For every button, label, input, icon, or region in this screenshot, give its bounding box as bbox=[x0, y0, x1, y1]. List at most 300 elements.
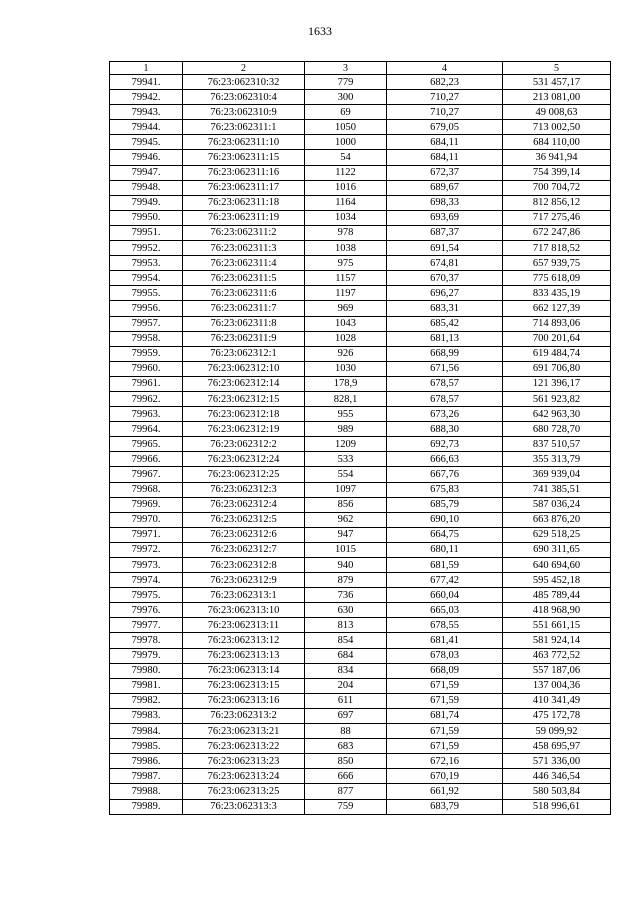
rate-cell: 678,57 bbox=[387, 376, 503, 391]
table-row bbox=[110, 799, 611, 814]
value-cell: 717 275,46 bbox=[503, 210, 611, 225]
cadastral-number-cell: 76:23:062312:3 bbox=[183, 482, 305, 497]
cadastral-number-cell: 76:23:062310:32 bbox=[183, 75, 305, 90]
cadastral-number-cell: 76:23:062310:9 bbox=[183, 105, 305, 120]
cadastral-number-cell: 76:23:062311:19 bbox=[183, 210, 305, 225]
cadastral-number-cell: 76:23:062313:13 bbox=[183, 648, 305, 663]
cadastral-number-cell: 76:23:062313:21 bbox=[183, 724, 305, 739]
table-row bbox=[110, 180, 611, 195]
cadastral-number-cell: 76:23:062312:24 bbox=[183, 452, 305, 467]
row-number-cell: 79965. bbox=[110, 437, 183, 452]
table-row bbox=[110, 346, 611, 361]
cadastral-number-cell: 76:23:062311:10 bbox=[183, 135, 305, 150]
row-number-cell: 79967. bbox=[110, 467, 183, 482]
row-number-cell: 79955. bbox=[110, 286, 183, 301]
cadastral-number-cell: 76:23:062312:14 bbox=[183, 376, 305, 391]
rate-cell: 710,27 bbox=[387, 90, 503, 105]
area-cell: 1016 bbox=[305, 180, 387, 195]
area-cell: 697 bbox=[305, 708, 387, 723]
rate-cell: 685,79 bbox=[387, 497, 503, 512]
table-row bbox=[110, 603, 611, 618]
value-cell: 657 939,75 bbox=[503, 256, 611, 271]
cadastral-number-cell: 76:23:062313:24 bbox=[183, 769, 305, 784]
table-row bbox=[110, 739, 611, 754]
cadastral-number-cell: 76:23:062313:25 bbox=[183, 784, 305, 799]
area-cell: 975 bbox=[305, 256, 387, 271]
rate-cell: 690,10 bbox=[387, 512, 503, 527]
table-row bbox=[110, 90, 611, 105]
row-number-cell: 79972. bbox=[110, 542, 183, 557]
area-cell: 300 bbox=[305, 90, 387, 105]
row-number-cell: 79959. bbox=[110, 346, 183, 361]
value-cell: 49 008,63 bbox=[503, 105, 611, 120]
rate-cell: 681,59 bbox=[387, 558, 503, 573]
cadastral-number-cell: 76:23:062312:8 bbox=[183, 558, 305, 573]
row-number-cell: 79979. bbox=[110, 648, 183, 663]
rate-cell: 679,05 bbox=[387, 120, 503, 135]
area-cell: 828,1 bbox=[305, 391, 387, 406]
cadastral-number-cell: 76:23:062312:25 bbox=[183, 467, 305, 482]
value-cell: 775 618,09 bbox=[503, 271, 611, 286]
row-number-cell: 79958. bbox=[110, 331, 183, 346]
row-number-cell: 79971. bbox=[110, 527, 183, 542]
value-cell: 36 941,94 bbox=[503, 150, 611, 165]
area-cell: 779 bbox=[305, 75, 387, 90]
area-cell: 1197 bbox=[305, 286, 387, 301]
table-row bbox=[110, 618, 611, 633]
rate-cell: 665,03 bbox=[387, 603, 503, 618]
rate-cell: 672,37 bbox=[387, 165, 503, 180]
rate-cell: 671,56 bbox=[387, 361, 503, 376]
cadastral-number-cell: 76:23:062312:4 bbox=[183, 497, 305, 512]
row-number-cell: 79973. bbox=[110, 558, 183, 573]
row-number-cell: 79963. bbox=[110, 407, 183, 422]
value-cell: 741 385,51 bbox=[503, 482, 611, 497]
table-row bbox=[110, 482, 611, 497]
column-header: 5 bbox=[503, 62, 611, 75]
cadastral-number-cell: 76:23:062313:3 bbox=[183, 799, 305, 814]
value-cell: 629 518,25 bbox=[503, 527, 611, 542]
row-number-cell: 79977. bbox=[110, 618, 183, 633]
rate-cell: 668,99 bbox=[387, 346, 503, 361]
cadastral-number-cell: 76:23:062313:14 bbox=[183, 663, 305, 678]
area-cell: 1038 bbox=[305, 241, 387, 256]
row-number-cell: 79948. bbox=[110, 180, 183, 195]
area-cell: 1164 bbox=[305, 195, 387, 210]
table-row bbox=[110, 467, 611, 482]
table-row bbox=[110, 225, 611, 240]
rate-cell: 661,92 bbox=[387, 784, 503, 799]
value-cell: 700 704,72 bbox=[503, 180, 611, 195]
rate-cell: 692,73 bbox=[387, 437, 503, 452]
table-row bbox=[110, 542, 611, 557]
table-row bbox=[110, 784, 611, 799]
column-header: 3 bbox=[305, 62, 387, 75]
value-cell: 518 996,61 bbox=[503, 799, 611, 814]
rate-cell: 670,37 bbox=[387, 271, 503, 286]
rate-cell: 680,11 bbox=[387, 542, 503, 557]
table-row bbox=[110, 437, 611, 452]
value-cell: 690 311,65 bbox=[503, 542, 611, 557]
row-number-cell: 79943. bbox=[110, 105, 183, 120]
area-cell: 611 bbox=[305, 693, 387, 708]
row-number-cell: 79975. bbox=[110, 588, 183, 603]
value-cell: 691 706,80 bbox=[503, 361, 611, 376]
value-cell: 833 435,19 bbox=[503, 286, 611, 301]
row-number-cell: 79949. bbox=[110, 195, 183, 210]
value-cell: 458 695,97 bbox=[503, 739, 611, 754]
value-cell: 717 818,52 bbox=[503, 241, 611, 256]
row-number-cell: 79980. bbox=[110, 663, 183, 678]
rate-cell: 677,42 bbox=[387, 573, 503, 588]
area-cell: 856 bbox=[305, 497, 387, 512]
table-row bbox=[110, 558, 611, 573]
table-row bbox=[110, 135, 611, 150]
row-number-cell: 79962. bbox=[110, 391, 183, 406]
rate-cell: 673,26 bbox=[387, 407, 503, 422]
area-cell: 813 bbox=[305, 618, 387, 633]
area-cell: 533 bbox=[305, 452, 387, 467]
value-cell: 213 081,00 bbox=[503, 90, 611, 105]
row-number-cell: 79960. bbox=[110, 361, 183, 376]
value-cell: 662 127,39 bbox=[503, 301, 611, 316]
cadastral-number-cell: 76:23:062312:2 bbox=[183, 437, 305, 452]
row-number-cell: 79966. bbox=[110, 452, 183, 467]
table-row bbox=[110, 452, 611, 467]
cadastral-number-cell: 76:23:062313:23 bbox=[183, 754, 305, 769]
cadastral-number-cell: 76:23:062311:17 bbox=[183, 180, 305, 195]
table-row bbox=[110, 361, 611, 376]
value-cell: 121 396,17 bbox=[503, 376, 611, 391]
cadastral-number-cell: 76:23:062313:15 bbox=[183, 678, 305, 693]
value-cell: 531 457,17 bbox=[503, 75, 611, 90]
row-number-cell: 79944. bbox=[110, 120, 183, 135]
cadastral-number-cell: 76:23:062311:6 bbox=[183, 286, 305, 301]
row-number-cell: 79976. bbox=[110, 603, 183, 618]
cadastral-number-cell: 76:23:062311:9 bbox=[183, 331, 305, 346]
table-row bbox=[110, 769, 611, 784]
cadastral-number-cell: 76:23:062310:4 bbox=[183, 90, 305, 105]
area-cell: 940 bbox=[305, 558, 387, 573]
area-cell: 204 bbox=[305, 678, 387, 693]
table-row bbox=[110, 633, 611, 648]
rate-cell: 691,54 bbox=[387, 241, 503, 256]
row-number-cell: 79985. bbox=[110, 739, 183, 754]
area-cell: 834 bbox=[305, 663, 387, 678]
rate-cell: 672,16 bbox=[387, 754, 503, 769]
cadastral-number-cell: 76:23:062313:11 bbox=[183, 618, 305, 633]
table-row bbox=[110, 497, 611, 512]
value-cell: 557 187,06 bbox=[503, 663, 611, 678]
rate-cell: 684,11 bbox=[387, 150, 503, 165]
value-cell: 587 036,24 bbox=[503, 497, 611, 512]
area-cell: 1157 bbox=[305, 271, 387, 286]
row-number-cell: 79957. bbox=[110, 316, 183, 331]
cadastral-number-cell: 76:23:062313:1 bbox=[183, 588, 305, 603]
table-row bbox=[110, 120, 611, 135]
value-cell: 680 728,70 bbox=[503, 422, 611, 437]
row-number-cell: 79942. bbox=[110, 90, 183, 105]
rate-cell: 682,23 bbox=[387, 75, 503, 90]
area-cell: 1034 bbox=[305, 210, 387, 225]
column-header: 1 bbox=[110, 62, 183, 75]
value-cell: 684 110,00 bbox=[503, 135, 611, 150]
table-row bbox=[110, 210, 611, 225]
row-number-cell: 79982. bbox=[110, 693, 183, 708]
rate-cell: 693,69 bbox=[387, 210, 503, 225]
rate-cell: 670,19 bbox=[387, 769, 503, 784]
table-row bbox=[110, 195, 611, 210]
value-cell: 642 963,30 bbox=[503, 407, 611, 422]
rate-cell: 668,09 bbox=[387, 663, 503, 678]
area-cell: 989 bbox=[305, 422, 387, 437]
table-row bbox=[110, 422, 611, 437]
area-cell: 947 bbox=[305, 527, 387, 542]
cadastral-number-cell: 76:23:062312:9 bbox=[183, 573, 305, 588]
table-row bbox=[110, 241, 611, 256]
row-number-cell: 79941. bbox=[110, 75, 183, 90]
value-cell: 700 201,64 bbox=[503, 331, 611, 346]
cadastral-number-cell: 76:23:062312:18 bbox=[183, 407, 305, 422]
table-row bbox=[110, 286, 611, 301]
cadastral-number-cell: 76:23:062312:5 bbox=[183, 512, 305, 527]
table-body bbox=[110, 62, 611, 815]
rate-cell: 684,11 bbox=[387, 135, 503, 150]
column-header: 4 bbox=[387, 62, 503, 75]
table-row bbox=[110, 407, 611, 422]
cadastral-number-cell: 76:23:062311:5 bbox=[183, 271, 305, 286]
value-cell: 561 923,82 bbox=[503, 391, 611, 406]
cadastral-number-cell: 76:23:062312:7 bbox=[183, 542, 305, 557]
table-row bbox=[110, 376, 611, 391]
area-cell: 1043 bbox=[305, 316, 387, 331]
value-cell: 595 452,18 bbox=[503, 573, 611, 588]
value-cell: 475 172,78 bbox=[503, 708, 611, 723]
row-number-cell: 79946. bbox=[110, 150, 183, 165]
cadastral-number-cell: 76:23:062312:19 bbox=[183, 422, 305, 437]
rate-cell: 671,59 bbox=[387, 693, 503, 708]
area-cell: 54 bbox=[305, 150, 387, 165]
cadastral-number-cell: 76:23:062311:7 bbox=[183, 301, 305, 316]
table-row bbox=[110, 271, 611, 286]
table-row bbox=[110, 256, 611, 271]
area-cell: 978 bbox=[305, 225, 387, 240]
rate-cell: 696,27 bbox=[387, 286, 503, 301]
table-row bbox=[110, 150, 611, 165]
area-cell: 1000 bbox=[305, 135, 387, 150]
value-cell: 137 004,36 bbox=[503, 678, 611, 693]
row-number-cell: 79954. bbox=[110, 271, 183, 286]
row-number-cell: 79986. bbox=[110, 754, 183, 769]
rate-cell: 687,37 bbox=[387, 225, 503, 240]
value-cell: 580 503,84 bbox=[503, 784, 611, 799]
cadastral-number-cell: 76:23:062313:16 bbox=[183, 693, 305, 708]
row-number-cell: 79974. bbox=[110, 573, 183, 588]
value-cell: 355 313,79 bbox=[503, 452, 611, 467]
rate-cell: 698,33 bbox=[387, 195, 503, 210]
area-cell: 1030 bbox=[305, 361, 387, 376]
row-number-cell: 79953. bbox=[110, 256, 183, 271]
row-number-cell: 79950. bbox=[110, 210, 183, 225]
area-cell: 969 bbox=[305, 301, 387, 316]
page-number: 1633 bbox=[308, 24, 332, 38]
value-cell: 663 876,20 bbox=[503, 512, 611, 527]
value-cell: 446 346,54 bbox=[503, 769, 611, 784]
cadastral-number-cell: 76:23:062312:6 bbox=[183, 527, 305, 542]
cadastral-number-cell: 76:23:062313:10 bbox=[183, 603, 305, 618]
area-cell: 666 bbox=[305, 769, 387, 784]
rate-cell: 681,74 bbox=[387, 708, 503, 723]
table-row bbox=[110, 754, 611, 769]
cadastral-number-cell: 76:23:062313:12 bbox=[183, 633, 305, 648]
table-row bbox=[110, 316, 611, 331]
table-row bbox=[110, 573, 611, 588]
column-header: 2 bbox=[183, 62, 305, 75]
value-cell: 672 247,86 bbox=[503, 225, 611, 240]
rate-cell: 678,55 bbox=[387, 618, 503, 633]
cadastral-number-cell: 76:23:062311:3 bbox=[183, 241, 305, 256]
table-header-row bbox=[110, 62, 611, 75]
table-row bbox=[110, 391, 611, 406]
row-number-cell: 79952. bbox=[110, 241, 183, 256]
area-cell: 1122 bbox=[305, 165, 387, 180]
rate-cell: 671,59 bbox=[387, 724, 503, 739]
row-number-cell: 79970. bbox=[110, 512, 183, 527]
area-cell: 69 bbox=[305, 105, 387, 120]
area-cell: 879 bbox=[305, 573, 387, 588]
area-cell: 926 bbox=[305, 346, 387, 361]
value-cell: 640 694,60 bbox=[503, 558, 611, 573]
value-cell: 713 002,50 bbox=[503, 120, 611, 135]
table-row bbox=[110, 75, 611, 90]
table-row bbox=[110, 301, 611, 316]
rate-cell: 685,42 bbox=[387, 316, 503, 331]
rate-cell: 678,03 bbox=[387, 648, 503, 663]
rate-cell: 666,63 bbox=[387, 452, 503, 467]
area-cell: 1015 bbox=[305, 542, 387, 557]
rate-cell: 678,57 bbox=[387, 391, 503, 406]
value-cell: 619 484,74 bbox=[503, 346, 611, 361]
cadastral-number-cell: 76:23:062312:15 bbox=[183, 391, 305, 406]
row-number-cell: 79964. bbox=[110, 422, 183, 437]
row-number-cell: 79956. bbox=[110, 301, 183, 316]
area-cell: 736 bbox=[305, 588, 387, 603]
rate-cell: 681,13 bbox=[387, 331, 503, 346]
row-number-cell: 79951. bbox=[110, 225, 183, 240]
value-cell: 812 856,12 bbox=[503, 195, 611, 210]
table-row bbox=[110, 588, 611, 603]
rate-cell: 667,76 bbox=[387, 467, 503, 482]
row-number-cell: 79989. bbox=[110, 799, 183, 814]
cadastral-number-cell: 76:23:062313:2 bbox=[183, 708, 305, 723]
value-cell: 571 336,00 bbox=[503, 754, 611, 769]
row-number-cell: 79988. bbox=[110, 784, 183, 799]
rate-cell: 683,31 bbox=[387, 301, 503, 316]
area-cell: 630 bbox=[305, 603, 387, 618]
table-row bbox=[110, 693, 611, 708]
value-cell: 418 968,90 bbox=[503, 603, 611, 618]
cadastral-number-cell: 76:23:062311:8 bbox=[183, 316, 305, 331]
rate-cell: 664,75 bbox=[387, 527, 503, 542]
row-number-cell: 79961. bbox=[110, 376, 183, 391]
row-number-cell: 79981. bbox=[110, 678, 183, 693]
area-cell: 1050 bbox=[305, 120, 387, 135]
cadastral-number-cell: 76:23:062311:15 bbox=[183, 150, 305, 165]
rate-cell: 671,59 bbox=[387, 739, 503, 754]
value-cell: 581 924,14 bbox=[503, 633, 611, 648]
rate-cell: 671,59 bbox=[387, 678, 503, 693]
rate-cell: 675,83 bbox=[387, 482, 503, 497]
table-row bbox=[110, 648, 611, 663]
area-cell: 877 bbox=[305, 784, 387, 799]
value-cell: 754 399,14 bbox=[503, 165, 611, 180]
table-row bbox=[110, 678, 611, 693]
area-cell: 554 bbox=[305, 467, 387, 482]
value-cell: 59 099,92 bbox=[503, 724, 611, 739]
cadastral-number-cell: 76:23:062311:16 bbox=[183, 165, 305, 180]
area-cell: 178,9 bbox=[305, 376, 387, 391]
value-cell: 714 893,06 bbox=[503, 316, 611, 331]
row-number-cell: 79987. bbox=[110, 769, 183, 784]
table-row bbox=[110, 527, 611, 542]
cadastral-number-cell: 76:23:062313:22 bbox=[183, 739, 305, 754]
area-cell: 955 bbox=[305, 407, 387, 422]
cadastral-number-cell: 76:23:062312:10 bbox=[183, 361, 305, 376]
area-cell: 1097 bbox=[305, 482, 387, 497]
row-number-cell: 79984. bbox=[110, 724, 183, 739]
row-number-cell: 79983. bbox=[110, 708, 183, 723]
table-row bbox=[110, 105, 611, 120]
area-cell: 854 bbox=[305, 633, 387, 648]
table-row bbox=[110, 331, 611, 346]
cadastral-number-cell: 76:23:062311:1 bbox=[183, 120, 305, 135]
table-row bbox=[110, 663, 611, 678]
value-cell: 410 341,49 bbox=[503, 693, 611, 708]
value-cell: 837 510,57 bbox=[503, 437, 611, 452]
rate-cell: 683,79 bbox=[387, 799, 503, 814]
area-cell: 1028 bbox=[305, 331, 387, 346]
area-cell: 759 bbox=[305, 799, 387, 814]
area-cell: 850 bbox=[305, 754, 387, 769]
value-cell: 551 661,15 bbox=[503, 618, 611, 633]
cadastral-number-cell: 76:23:062311:4 bbox=[183, 256, 305, 271]
area-cell: 962 bbox=[305, 512, 387, 527]
value-cell: 369 939,04 bbox=[503, 467, 611, 482]
row-number-cell: 79945. bbox=[110, 135, 183, 150]
rate-cell: 689,67 bbox=[387, 180, 503, 195]
row-number-cell: 79978. bbox=[110, 633, 183, 648]
cadastral-number-cell: 76:23:062311:2 bbox=[183, 225, 305, 240]
row-number-cell: 79969. bbox=[110, 497, 183, 512]
rate-cell: 674,81 bbox=[387, 256, 503, 271]
table-row bbox=[110, 512, 611, 527]
cadastral-number-cell: 76:23:062311:18 bbox=[183, 195, 305, 210]
value-cell: 463 772,52 bbox=[503, 648, 611, 663]
area-cell: 1209 bbox=[305, 437, 387, 452]
rate-cell: 681,41 bbox=[387, 633, 503, 648]
rate-cell: 660,04 bbox=[387, 588, 503, 603]
row-number-cell: 79947. bbox=[110, 165, 183, 180]
area-cell: 684 bbox=[305, 648, 387, 663]
table-row bbox=[110, 708, 611, 723]
rate-cell: 710,27 bbox=[387, 105, 503, 120]
area-cell: 88 bbox=[305, 724, 387, 739]
cadastral-number-cell: 76:23:062312:1 bbox=[183, 346, 305, 361]
data-table bbox=[109, 61, 611, 815]
row-number-cell: 79968. bbox=[110, 482, 183, 497]
value-cell: 485 789,44 bbox=[503, 588, 611, 603]
area-cell: 683 bbox=[305, 739, 387, 754]
